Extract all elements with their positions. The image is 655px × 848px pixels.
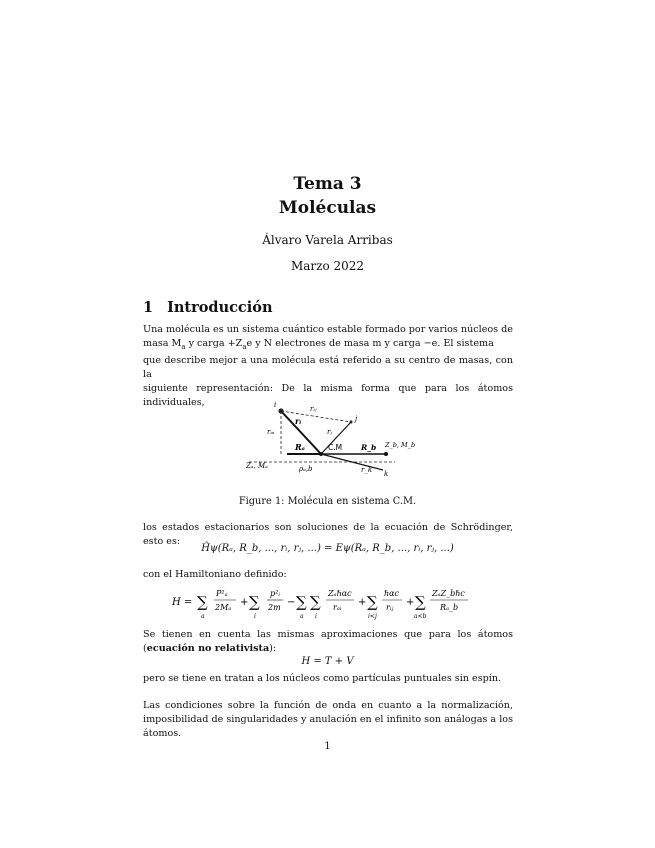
ham-sum2-sub: i bbox=[254, 613, 256, 620]
ham-t4-num: ℏαc bbox=[384, 589, 400, 598]
diagram-label-Rb: R_b bbox=[361, 443, 377, 452]
ham-t1-den: 2Mₐ bbox=[215, 603, 232, 612]
ham-sum3b: ∑ bbox=[310, 593, 321, 611]
section-title: Introducción bbox=[167, 299, 273, 316]
ham-plus1: + bbox=[240, 597, 249, 608]
equation-h-t-v: H = T + V bbox=[301, 656, 354, 667]
diagram-label-rj: rⱼ bbox=[327, 428, 333, 436]
document-title: Tema 3 bbox=[293, 174, 362, 194]
intro-line-3: que describe mejor a una molécula está referido a su centro de masas, con la bbox=[143, 354, 513, 380]
diagram-label-i: i bbox=[274, 401, 277, 409]
paragraph-stationary: los estados estacionarios son soluciones de la ecuación de Schrödinger, esto es: bbox=[143, 522, 513, 547]
section-heading bbox=[143, 299, 273, 316]
diagram-nucleus-b bbox=[384, 452, 388, 456]
approx-end: ): bbox=[269, 643, 277, 654]
page-number: 1 bbox=[324, 741, 331, 752]
ham-sum3a: ∑ bbox=[296, 593, 307, 611]
figure-caption: Figure 1: Molécula en sistema C.M. bbox=[238, 496, 417, 507]
diagram-label-cm: C.M bbox=[328, 443, 343, 452]
approx-start: Se tienen en cuenta las mismas aproximaciones que para los átomos ( bbox=[143, 629, 513, 654]
diagram-label-rai: rₐᵢ bbox=[267, 428, 275, 436]
diagram-label-j: j bbox=[355, 415, 358, 423]
ham-t5-num: ZₐZ_bℏc bbox=[432, 589, 465, 598]
paragraph-approximations bbox=[143, 628, 513, 656]
intro-line-1: Una molécula es un sistema cuántico estable formado por varios núcleos de bbox=[143, 324, 513, 335]
ham-sum5-sub: a<b bbox=[414, 613, 427, 620]
intro-sub-a2: a bbox=[242, 342, 247, 351]
ham-sum3b-sub: i bbox=[315, 613, 317, 620]
ham-t2-num: p²ᵢ bbox=[270, 589, 280, 598]
hamiltonian-equation bbox=[170, 583, 490, 621]
author: Álvaro Varela Arribas bbox=[262, 233, 393, 247]
schrodinger-equation: Ĥψ(Rₐ, R_b, ..., rᵢ, rⱼ, ...) = Eψ(Rₐ, R_b, ..., rᵢ, rⱼ, ...) bbox=[201, 543, 454, 554]
intro-line-4: siguiente representación: De la misma forma que para los átomos individuales, bbox=[143, 382, 513, 408]
paragraph-conditions: Las condiciones sobre la función de onda en cuanto a la normalización, imposibilidad de singularidades y anulación en el infinito son análogas a los átomos. bbox=[143, 700, 513, 739]
ham-sum1: ∑ bbox=[197, 593, 208, 611]
ham-sum2: ∑ bbox=[249, 593, 260, 611]
diagram-cm-dot bbox=[319, 452, 323, 456]
molecule-diagram bbox=[243, 396, 418, 480]
ham-sum4-sub: i<j bbox=[368, 613, 377, 620]
ham-t4-den: rᵢⱼ bbox=[386, 603, 394, 612]
diagram-nucleus-i bbox=[278, 408, 283, 413]
ham-t5-den: Rₐ_b bbox=[440, 603, 459, 612]
diagram-label-Ra: Rₐ bbox=[295, 442, 305, 452]
ham-minus: − bbox=[287, 597, 296, 608]
ham-sum3a-sub: a bbox=[300, 613, 304, 620]
ham-lhs: H = bbox=[172, 597, 193, 608]
ham-sum4: ∑ bbox=[367, 593, 378, 611]
diagram-label-ZbMb: Z_b, M_b bbox=[385, 441, 416, 449]
section-number: 1 bbox=[143, 299, 154, 316]
paragraph-hamiltonian: con el Hamiltoniano definido: bbox=[143, 569, 287, 580]
diagram-label-ZaMa: Zₐ, Mₐ bbox=[246, 462, 268, 470]
ham-t2-den: 2m bbox=[268, 603, 281, 612]
approx-bold: ecuación no relativista bbox=[146, 643, 270, 654]
ham-sum5: ∑ bbox=[415, 593, 426, 611]
ham-t3-num: Zₐℏαc bbox=[328, 589, 352, 598]
diagram-label-k: k bbox=[384, 470, 389, 478]
paragraph-nuclei: pero se tiene en tratan a los núcleos como partículas puntuales sin espín. bbox=[143, 673, 502, 684]
date: Marzo 2022 bbox=[290, 259, 365, 273]
diagram-label-rab: ρₐ,b bbox=[299, 465, 313, 473]
intro-line-2c: e y N electrones de masa m y carga −e. El sistema bbox=[246, 338, 494, 349]
ham-sum1-sub: a bbox=[201, 613, 205, 620]
ham-t1-num: P²ₐ bbox=[216, 589, 228, 598]
ham-t3-den: rₐᵢ bbox=[333, 603, 342, 612]
ham-plus3: + bbox=[406, 597, 415, 608]
diagram-label-rk: r_k bbox=[361, 466, 373, 474]
document-subtitle: Moléculas bbox=[278, 198, 377, 218]
intro-sub-a1: a bbox=[181, 342, 186, 351]
diagram-electron-j bbox=[350, 421, 353, 424]
ham-plus2: + bbox=[358, 597, 367, 608]
intro-line-2b: y carga +Z bbox=[185, 338, 243, 349]
diagram-label-ri: rᵢ bbox=[295, 416, 302, 426]
diagram-label-rij: rᵢⱼ bbox=[310, 405, 317, 413]
intro-line-2a: masa M bbox=[143, 338, 182, 349]
